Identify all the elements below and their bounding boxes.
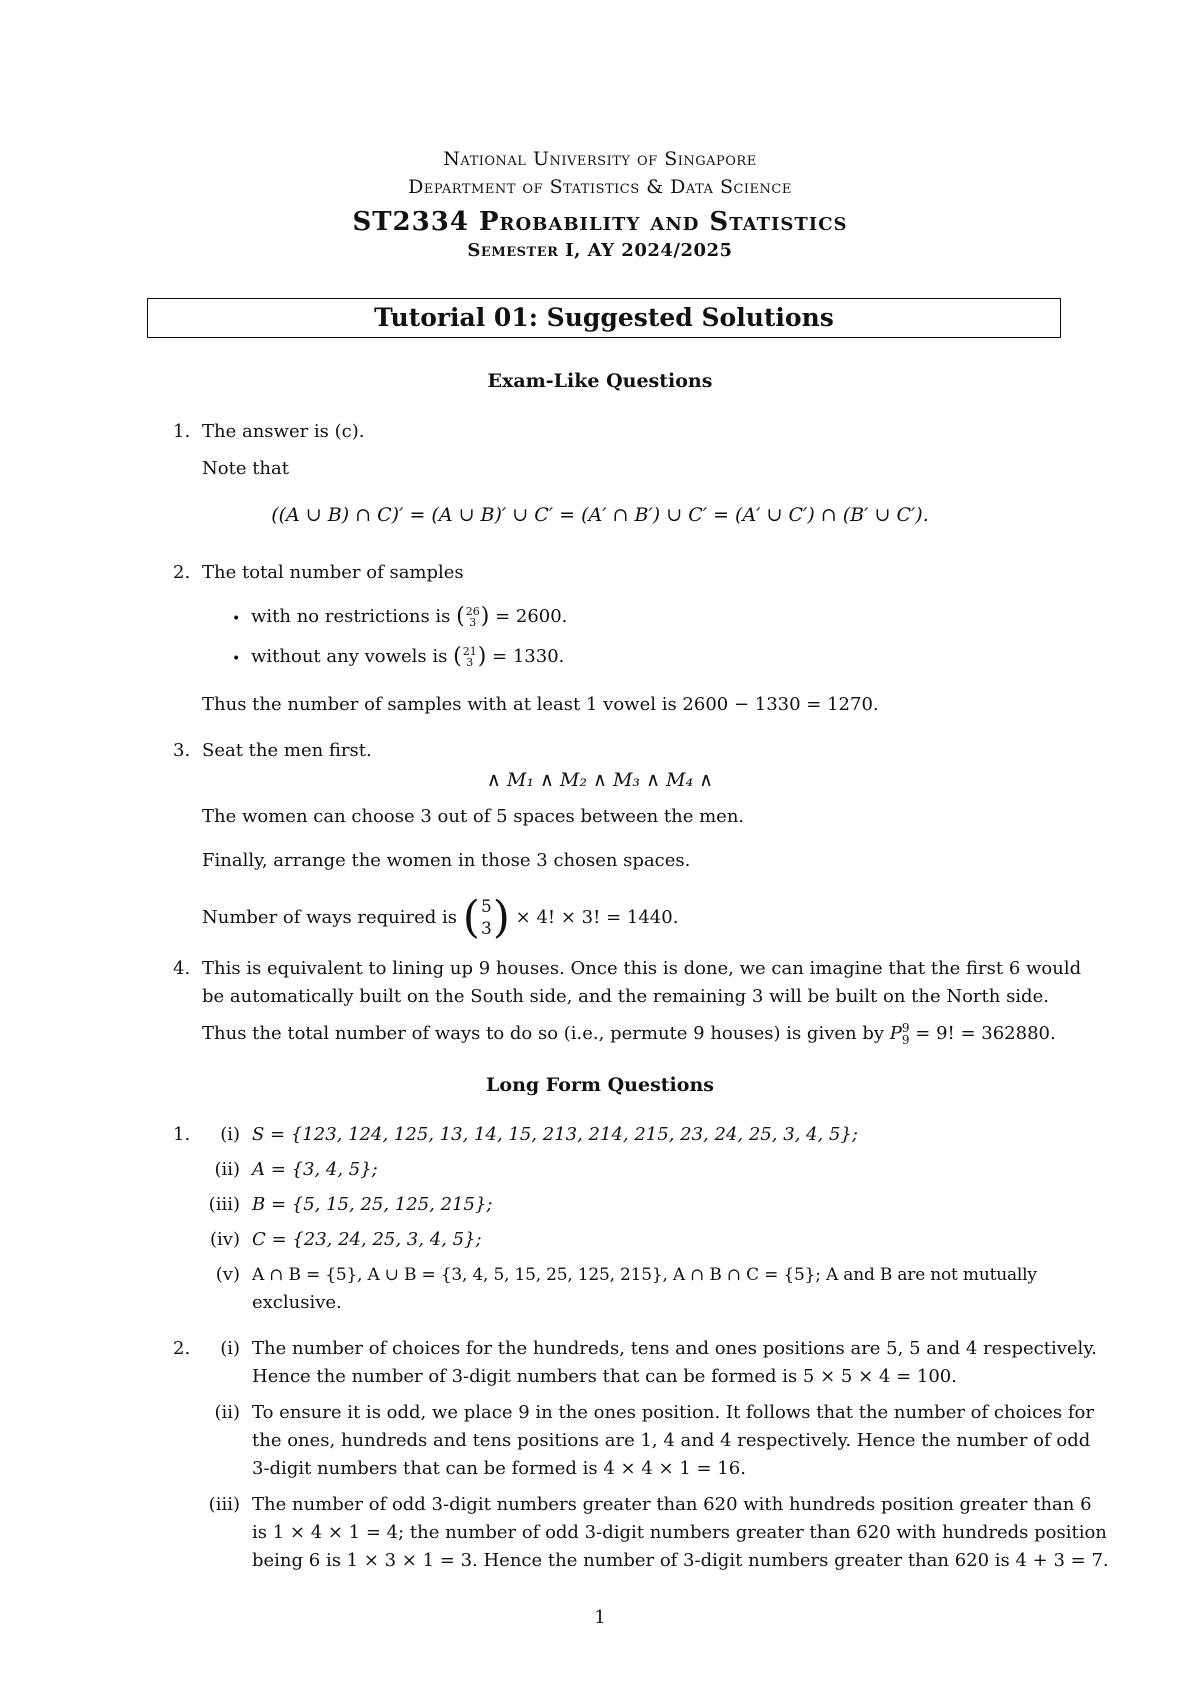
set-s: S = {123, 124, 125, 13, 14, 15, 213, 214, 215, 23, 24, 25, 3, 4, 5}; xyxy=(252,1124,858,1145)
q2iii-line-2: is 1 × 4 × 1 = 4; the number of odd 3-digit numbers greater than 620 with hundreds position xyxy=(252,1522,1107,1543)
q3-ways: Number of ways required is ( 5 3 ) × 4! × 3! = 1440. xyxy=(202,892,679,943)
q2iii-line-1: The number of odd 3-digit numbers greater than 620 with hundreds position greater than 6 xyxy=(252,1494,1092,1515)
q2ii-line-2: the ones, hundreds and tens positions are 1, 4 and 4 respectively. Hence the number of odd xyxy=(252,1430,1091,1451)
q2-conclusion: Thus the number of samples with at least 1 vowel is 2600 − 1330 = 1270. xyxy=(202,694,879,715)
q3-line-1: Seat the men first. xyxy=(202,740,372,761)
q2-intro: The total number of samples xyxy=(202,562,464,583)
q1-answer: The answer is (c). xyxy=(202,421,365,442)
part-label: (ii) xyxy=(214,1402,240,1423)
part-label: (ii) xyxy=(214,1159,240,1180)
set-c: C = {23, 24, 25, 3, 4, 5}; xyxy=(252,1229,482,1250)
question-number: 2. xyxy=(173,1338,191,1359)
bullet-icon: • xyxy=(232,611,241,627)
q2ii-line-3: 3-digit numbers that can be formed is 4 × 4 × 1 = 16. xyxy=(252,1458,746,1479)
set-operations-cont: exclusive. xyxy=(252,1292,342,1313)
q3-line-3: Finally, arrange the women in those 3 chosen spaces. xyxy=(202,850,691,871)
q2-bullet-2: without any vowels is ( 21 3 ) = 1330. xyxy=(251,644,565,669)
set-b: B = {5, 15, 25, 125, 215}; xyxy=(252,1194,493,1215)
q2iii-line-3: being 6 is 1 × 3 × 1 = 3. Hence the number of 3-digit numbers greater than 620 is 4 + 3 = 7. xyxy=(252,1550,1109,1571)
set-a: A = {3, 4, 5}; xyxy=(252,1159,378,1180)
q3-arrangement: ∧ M₁ ∧ M₂ ∧ M₃ ∧ M₄ ∧ xyxy=(486,769,714,791)
q1-equation: ((A ∪ B) ∩ C)′ = (A ∪ B)′ ∪ C′ = (A′ ∩ B′) ∪ C′ = (A′ ∪ C′) ∩ (B′ ∪ C′). xyxy=(271,504,929,526)
q4-line-2: be automatically built on the South side, and the remaining 3 will be built on the North side. xyxy=(202,986,1049,1007)
set-operations: A ∩ B = {5}, A ∪ B = {3, 4, 5, 15, 25, 125, 215}, A ∩ B ∩ C = {5}; A and B are not mutually xyxy=(252,1265,1037,1285)
question-number: 2. xyxy=(173,562,191,583)
q2-bullet-1: with no restrictions is ( 26 3 ) = 2600. xyxy=(251,604,568,629)
university-name: National University of Singapore xyxy=(443,148,757,170)
question-number: 1. xyxy=(173,421,191,442)
course-title: ST2334 Probability and Statistics xyxy=(352,207,848,237)
part-label: (i) xyxy=(220,1338,240,1359)
department-name: Department of Statistics & Data Science xyxy=(408,176,792,198)
exam-like-heading: Exam-Like Questions xyxy=(487,370,713,392)
q4-line-3: Thus the total number of ways to do so (i.e., permute 9 houses) is given by P 9 9 = 9! = 362880. xyxy=(202,1021,1056,1047)
binomial-coefficient: ( 26 3 ) xyxy=(456,604,490,629)
q2i-line-2: Hence the number of 3-digit numbers that can be formed is 5 × 5 × 4 = 100. xyxy=(252,1366,957,1387)
q2ii-line-1: To ensure it is odd, we place 9 in the ones position. It follows that the number of choices for xyxy=(252,1402,1094,1423)
q3-line-2: The women can choose 3 out of 5 spaces between the men. xyxy=(202,806,745,827)
q2i-line-1: The number of choices for the hundreds, tens and ones positions are 5, 5 and 4 respectively. xyxy=(252,1338,1097,1359)
long-form-heading: Long Form Questions xyxy=(486,1074,714,1096)
question-number: 1. xyxy=(173,1124,191,1145)
part-label: (v) xyxy=(215,1264,240,1285)
question-number: 3. xyxy=(173,740,191,761)
page-number: 1 xyxy=(594,1607,606,1628)
part-label: (i) xyxy=(220,1124,240,1145)
bullet-icon: • xyxy=(232,651,241,667)
question-number: 4. xyxy=(173,958,191,979)
semester-label: Semester I, AY 2024/2025 xyxy=(467,240,733,261)
part-label: (iii) xyxy=(208,1494,240,1515)
q1-note: Note that xyxy=(202,458,289,479)
q4-line-1: This is equivalent to lining up 9 houses. Once this is done, we can imagine that the first 6 would xyxy=(202,958,1082,979)
part-label: (iii) xyxy=(208,1194,240,1215)
binomial-coefficient: ( 21 3 ) xyxy=(453,644,487,669)
binomial-coefficient: ( 5 3 ) xyxy=(462,892,510,943)
part-label: (iv) xyxy=(210,1229,240,1250)
tutorial-title: Tutorial 01: Suggested Solutions xyxy=(147,298,1061,338)
